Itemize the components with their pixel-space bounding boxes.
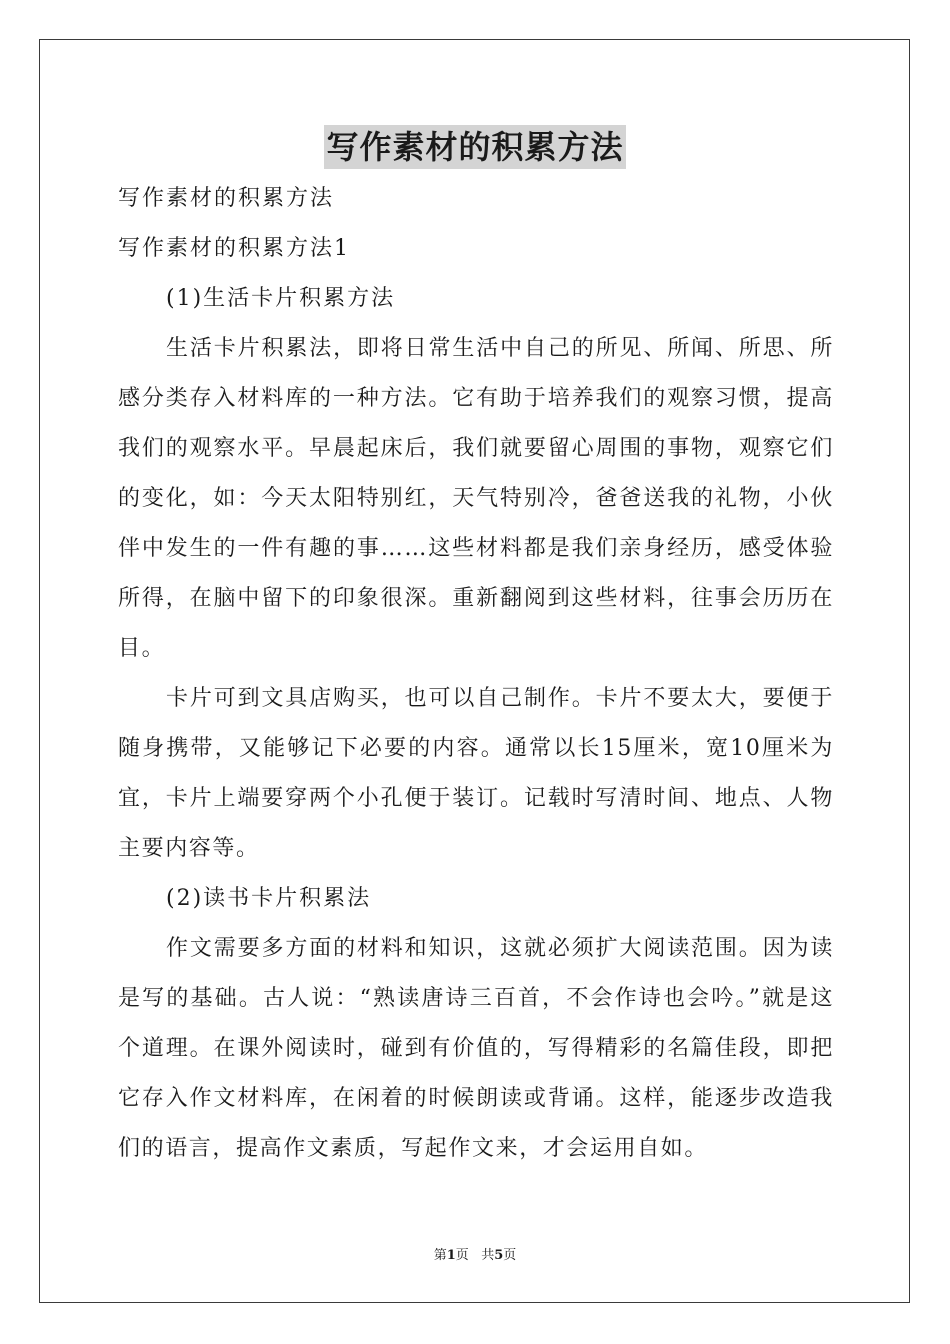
footer-page-suffix: 页 [455,1248,469,1263]
section-2-paragraph-1: 作文需要多方面的材料和知识，这就必须扩大阅读范围。因为读是写的基础。古人说：“熟读唐诗三百首，不会作诗也会吟。”就是这个道理。在课外阅读时，碰到有价值的，写得精彩的名篇佳段，即把它存入作文材料库，在闲着的时候朗读或背诵。这样，能逐步改造我们的语言，提高作文素质，写起作文来，才会运用自如。 [118,936,834,1161]
section-1-paragraph-1: 生活卡片积累法，即将日常生活中自己的所见、所闻、所思、所感分类存入材料库的一种方法。它有助于培养我们的观察习惯，提高我们的观察水平。早晨起床后，我们就要留心周围的事物，观察它们的变化，如：今天太阳特别红，天气特别冷，爸爸送我的礼物，小伙伴中发生的一件有趣的事……这些材料都是我们亲身经历，感受体验所得，在脑中留下的印象很深。重新翻阅到这些材料，往事会历历在目。 [118,336,834,661]
footer-total-pages: 5 [494,1248,504,1263]
page-footer [0,1246,950,1266]
footer-total-prefix: 共 [481,1248,495,1263]
section-1-paragraph-2: 卡片可到文具店购买，也可以自己制作。卡片不要太大，要便于随身携带，又能够记下必要的内容。通常以长15厘米，宽10厘米为宜，卡片上端要穿两个小孔便于装订。记载时写清时间、地点、人物主要内容等。 [118,686,834,861]
section-2-subhead: (2)读书卡片积累法 [166,886,372,911]
heading-line-1: 写作素材的积累方法 [118,186,335,211]
footer-page-number: 1 [446,1248,456,1263]
section-1-subhead: (1)生活卡片积累方法 [166,286,396,311]
heading-line-2: 写作素材的积累方法1 [118,236,350,261]
footer-page-prefix: 第 [433,1248,447,1263]
document-body [118,174,834,1174]
title-wrapper [0,125,950,169]
footer-total-suffix: 页 [503,1248,517,1263]
document-title: 写作素材的积累方法 [324,125,625,169]
